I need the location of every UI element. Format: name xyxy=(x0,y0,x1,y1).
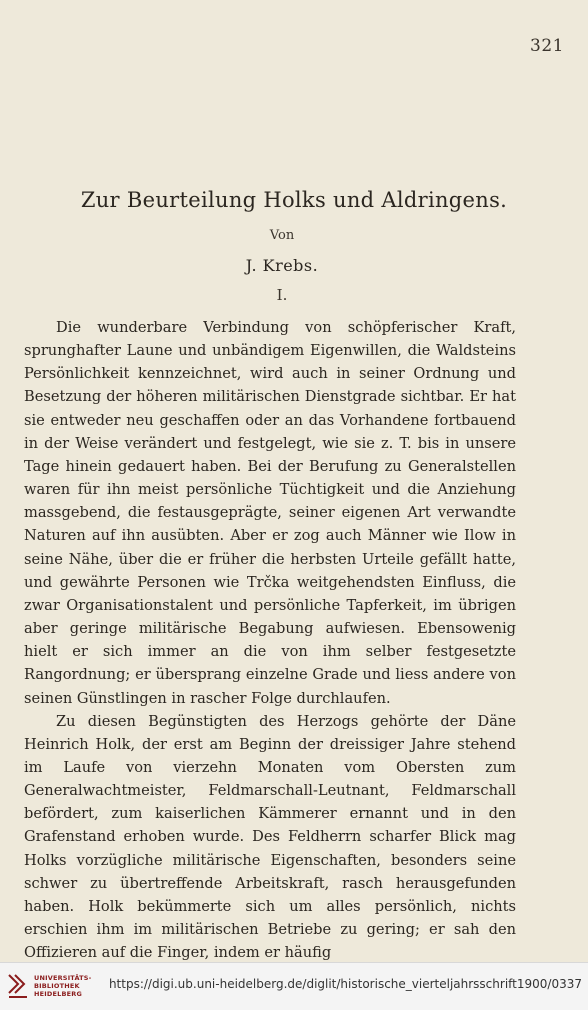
library-logo[interactable] xyxy=(6,971,92,1001)
page-number: 321 xyxy=(530,36,564,56)
paragraph: Zu diesen Begünstigten des Herzogs gehörte der Däne Heinrich Holk, der erst am Beginn der dreissiger Jahre stehend im Laufe von vierzehn Monaten vom Obersten zum Generalwachtmeister, Feldmarschall-Leutnant, Feldmarschall befördert, zum kaiserlichen Kämmerer ernannt und in den Grafenstand erhoben wurde. Des Feldherrn scharfer Blick mag Holks vorzügliche militärische Eigenschaften, besonders seine schwer zu übertreffende Arbeitskraft, rasch herausgefunden haben. Holk bekümmerte sich um alles persönlich, nichts erschien ihm im militärischen Betriebe zu gering; er sah den Offizieren auf die Finger, indem er häufig xyxy=(24,712,516,962)
byline-prefix: Von xyxy=(269,228,295,243)
library-logo-text: UNIVERSITÄTS- BIBLIOTHEK HEIDELBERG xyxy=(34,974,92,998)
viewer-footer xyxy=(0,962,588,1010)
source-url-link[interactable]: https://digi.ub.uni-heidelberg.de/diglit/historische_vierteljahrsschrift1900/0337 xyxy=(108,977,582,991)
article-title: Zur Beurteilung Holks und Aldringens. xyxy=(80,188,508,212)
body-text xyxy=(24,316,516,964)
paragraph: Die wunderbare Verbindung von schöpferischer Kraft, sprunghafter Laune und unbändigem Eigenwillen, die Waldsteins Persönlichkeit kennzeichnet, wird auch in seiner Ordnung und Besetzung der höheren militärischen Dienstgrade sichtbar. Er hat sie entweder neu geschaffen oder an das Vorhandene fortbauend in der Weise verändert und festgelegt, wie sie z. T. bis in unsere Tage hinein gedauert haben. Bei der Berufung zu Generalstellen waren für ihn meist persönliche Tüchtigkeit und die Anziehung massgebend, die festausgeprägte, seiner eigenen Art verwandte Naturen auf ihn ausübten. Aber er zog auch Männer wie Ilow in seine Nähe, über die er früher die herbsten Urteile gefällt hatte, und gewährte Personen wie Trčka weitgehendsten Einfluss, die zwar Organisationstalent und persönliche Tapferkeit, im übrigen aber geringe militärische Begabung aufwiesen. Ebensowenig hielt er sich immer an die von ihm selber festgesetzte Rangordnung; er übersprang einzelne Grade und liess andere von seinen Günstlingen in rascher Folge durchlaufen. xyxy=(24,319,516,707)
author-name: J. Krebs. xyxy=(245,256,319,275)
library-logo-icon xyxy=(6,971,30,1001)
section-number: I. xyxy=(276,286,288,304)
